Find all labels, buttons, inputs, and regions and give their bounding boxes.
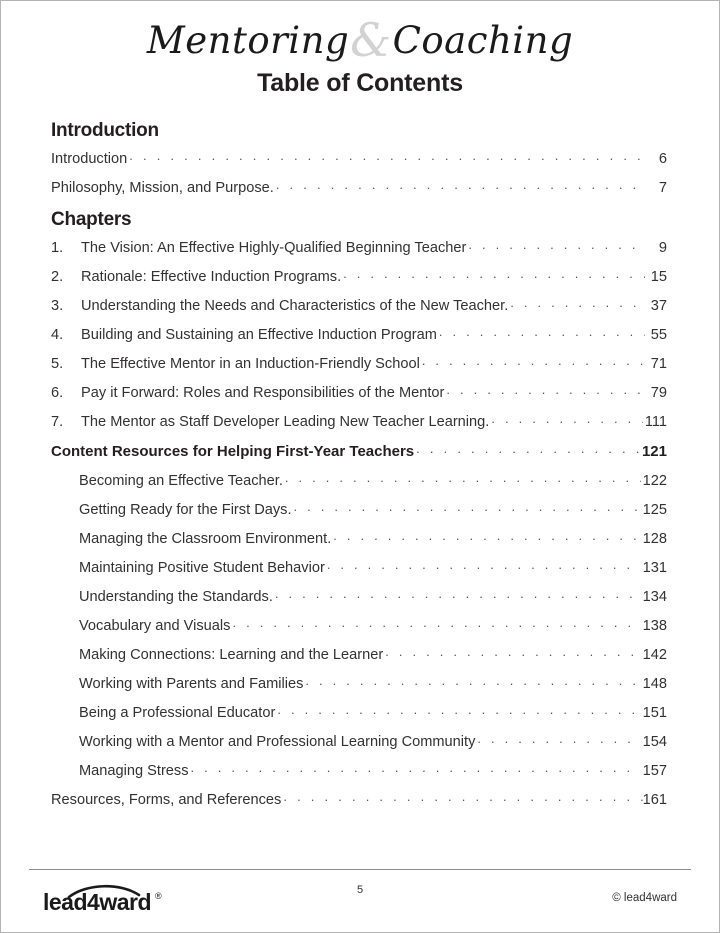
dot-leader	[385, 644, 640, 659]
dot-leader	[294, 499, 641, 514]
toc-subentry-label: Making Connections: Learning and the Learner	[79, 647, 384, 663]
toc-subentry-page: 122	[642, 473, 667, 489]
toc-entry-philosophy[interactable]	[51, 180, 667, 196]
dot-leader	[129, 148, 647, 163]
dot-leader	[446, 382, 645, 397]
dot-leader	[416, 441, 642, 456]
toc-subentry-working-with-mentor-plc[interactable]	[79, 734, 667, 750]
toc-subentry-vocabulary-and-visuals[interactable]	[79, 618, 667, 634]
chapter-label: Pay it Forward: Roles and Responsibilities of the Mentor	[81, 385, 445, 401]
toc-subentry-label: Maintaining Positive Student Behavior	[79, 560, 325, 576]
toc-entry-resources-forms-references[interactable]	[51, 792, 667, 808]
dot-leader	[277, 702, 640, 717]
dot-leader	[275, 586, 641, 601]
toc-subentry-page: 151	[642, 705, 667, 721]
dot-leader	[439, 324, 645, 339]
chapter-label: The Vision: An Effective Highly-Qualified Beginning Teacher	[81, 240, 467, 256]
toc-chapter-6[interactable]	[51, 385, 667, 401]
toc-subentry-working-with-parents-families[interactable]	[79, 676, 667, 692]
section-heading-chapters: Chapters	[51, 209, 132, 230]
page-footer	[1, 869, 719, 914]
toc-subentry-label: Being a Professional Educator	[79, 705, 276, 721]
dot-leader	[422, 353, 645, 368]
toc-subentry-being-professional-educator[interactable]	[79, 705, 667, 721]
toc-subentry-page: 142	[642, 647, 667, 663]
toc-subentry-becoming-effective-teacher[interactable]	[79, 473, 667, 489]
dot-leader	[333, 528, 640, 543]
chapter-page: 111	[644, 414, 667, 430]
chapter-page: 15	[650, 269, 667, 285]
dot-leader	[477, 731, 640, 746]
chapter-number: 2.	[51, 269, 64, 285]
svg-text:®: ®	[155, 891, 162, 901]
toc-subentry-managing-classroom-environment[interactable]	[79, 531, 667, 547]
toc-entry-label: Content Resources for Helping First-Year Teachers	[51, 443, 415, 460]
toc-entry-page: 121	[641, 443, 667, 460]
toc-subentry-page: 154	[642, 734, 667, 750]
footer-page-number: 5	[356, 884, 364, 896]
toc-subentry-page: 157	[642, 763, 667, 779]
toc-subentry-page: 134	[642, 589, 667, 605]
toc-subentry-label: Becoming an Effective Teacher.	[79, 473, 283, 489]
toc-subentry-getting-ready-first-days[interactable]	[79, 502, 667, 518]
toc-subentry-page: 128	[642, 531, 667, 547]
masthead	[1, 1, 719, 67]
chapter-label: Rationale: Effective Induction Programs.	[81, 269, 342, 285]
chapter-page: 37	[650, 298, 667, 314]
brand-title-part2: Coaching	[392, 19, 574, 62]
toc-subentry-page: 148	[642, 676, 667, 692]
chapter-page: 79	[650, 385, 667, 401]
dot-leader	[285, 470, 641, 485]
dot-leader	[283, 789, 642, 804]
chapter-page: 9	[658, 240, 667, 256]
toc-chapter-5[interactable]	[51, 356, 667, 372]
toc-chapter-7[interactable]	[51, 414, 667, 430]
svg-text:lead4ward: lead4ward	[43, 889, 151, 914]
chapter-number: 1.	[51, 240, 64, 256]
toc-entry-page: 6	[658, 151, 667, 167]
dot-leader	[491, 411, 642, 426]
toc-subentry-page: 131	[642, 560, 667, 576]
section-heading-introduction: Introduction	[51, 120, 159, 141]
dot-leader	[232, 615, 640, 630]
dot-leader	[510, 295, 645, 310]
toc-entry-content-resources[interactable]	[51, 443, 667, 460]
chapter-number: 4.	[51, 327, 64, 343]
brand-ampersand: &	[350, 13, 392, 67]
toc-subentry-page: 125	[642, 502, 667, 518]
toc-subentry-maintaining-positive-student-behavior[interactable]	[79, 560, 667, 576]
toc-subentry-label: Understanding the Standards.	[79, 589, 273, 605]
toc-chapter-3[interactable]	[51, 298, 667, 314]
chapter-number: 6.	[51, 385, 64, 401]
chapter-page: 55	[650, 327, 667, 343]
chapter-label: Building and Sustaining an Effective Induction Program	[81, 327, 437, 343]
footer-copyright: © lead4ward	[612, 892, 677, 904]
chapter-page: 71	[650, 356, 667, 372]
toc-subentry-label: Working with a Mentor and Professional Learning Community	[79, 734, 476, 750]
page-title: Table of Contents	[257, 69, 463, 97]
toc-subentry-page: 138	[642, 618, 667, 634]
brand-title	[146, 13, 574, 67]
toc-entry-introduction[interactable]	[51, 151, 667, 167]
dot-leader	[276, 177, 647, 192]
toc-subentry-label: Managing the Classroom Environment.	[79, 531, 332, 547]
chapter-label: Understanding the Needs and Characteristics of the New Teacher.	[81, 298, 509, 314]
toc-chapter-4[interactable]	[51, 327, 667, 343]
toc-entry-label: Introduction	[51, 151, 128, 167]
chapter-label: The Effective Mentor in an Induction-Friendly School	[81, 356, 420, 372]
toc-content	[1, 98, 719, 808]
toc-chapter-2[interactable]	[51, 269, 667, 285]
brand-title-part1: Mentoring	[146, 19, 350, 62]
dot-leader	[327, 557, 641, 572]
dot-leader	[305, 673, 640, 688]
toc-subentry-label: Vocabulary and Visuals	[79, 618, 231, 634]
toc-entry-page: 7	[658, 180, 667, 196]
footer-divider	[29, 869, 691, 870]
toc-entry-label: Resources, Forms, and References	[51, 792, 282, 808]
toc-subentry-understanding-standards[interactable]	[79, 589, 667, 605]
toc-subentry-label: Managing Stress	[79, 763, 189, 779]
chapter-number: 5.	[51, 356, 64, 372]
toc-chapter-1[interactable]	[51, 240, 667, 256]
toc-subentry-making-connections[interactable]	[79, 647, 667, 663]
toc-subentry-label: Getting Ready for the First Days.	[79, 502, 292, 518]
dot-leader	[191, 760, 641, 775]
dot-leader	[343, 266, 645, 281]
toc-subentry-managing-stress[interactable]	[79, 763, 667, 779]
chapter-label: The Mentor as Staff Developer Leading New Teacher Learning.	[81, 414, 490, 430]
chapter-number: 7.	[51, 414, 64, 430]
chapter-number: 3.	[51, 298, 64, 314]
dot-leader	[468, 237, 645, 252]
toc-subentry-label: Working with Parents and Families	[79, 676, 304, 692]
toc-entry-label: Philosophy, Mission, and Purpose.	[51, 180, 274, 196]
toc-entry-page: 161	[642, 792, 667, 808]
